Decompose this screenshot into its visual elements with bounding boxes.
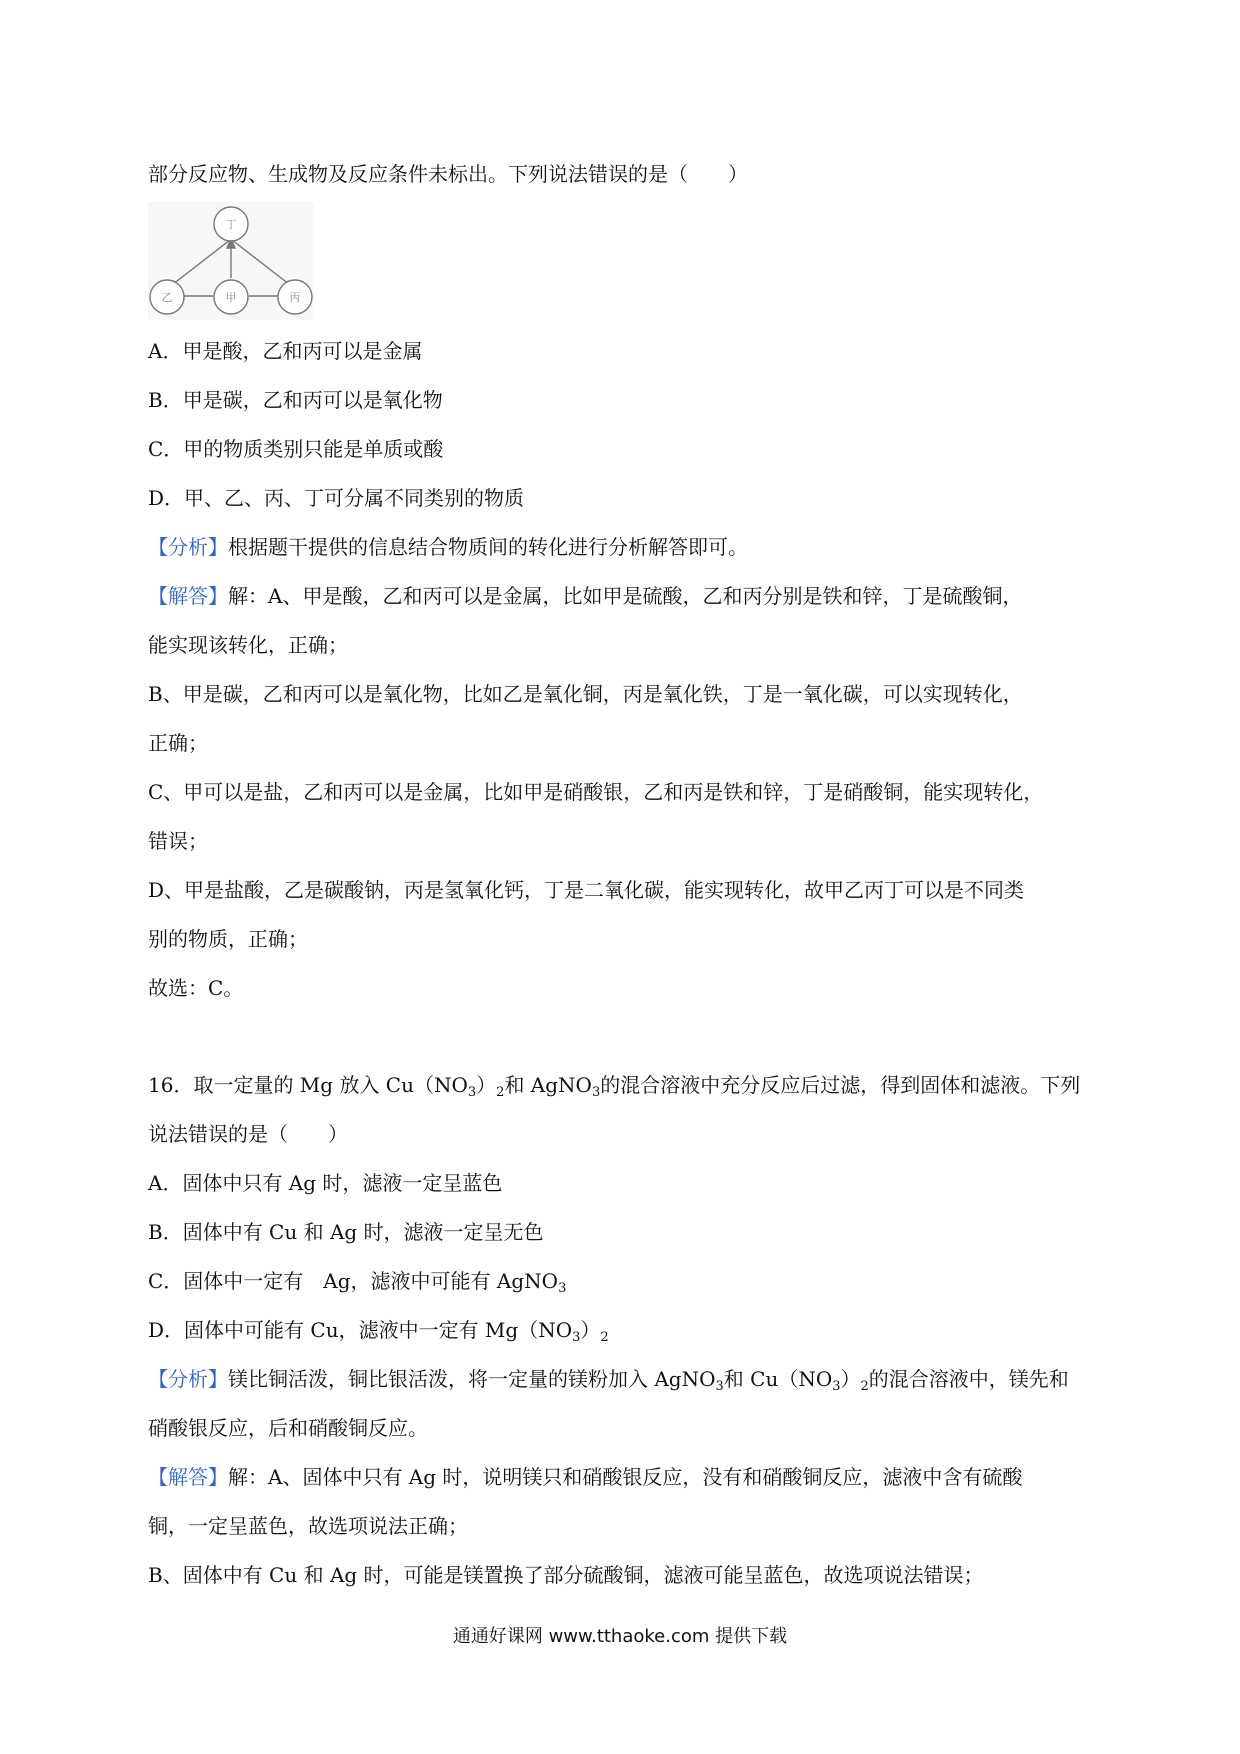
q15-answer-line-2: 能实现该转化，正确； [148,633,348,657]
q16-stem-line-2: 说法错误的是（ ） [148,1122,348,1146]
q15-answer-line-1 [148,582,1098,610]
edge-top-left [168,240,230,288]
answer-tag: 【解答】 [148,584,228,608]
q15-answer-line-9: 故选：C。 [148,976,244,1000]
page-footer: 通通好课网 www.tthaoke.com 提供下载 [452,1626,788,1647]
q15-answer-line-5: C、甲可以是盐，乙和丙可以是金属，比如甲是硝酸银，乙和丙是铁和锌，丁是硝酸铜，能实现转化， [148,780,1044,804]
q15-analysis [148,533,1098,561]
q15-option-c: C．甲的物质类别只能是单质或酸 [148,437,444,461]
q15-stem: 部分反应物、生成物及反应条件未标出。下列说法错误的是（ ） [148,162,748,186]
node-left-label: 乙 [161,291,173,304]
q15-answer-line-6: 错误； [148,829,208,853]
q16-option-d: D．固体中可能有 Cu，滤液中一定有 $Mg(NO_3)_2$ [148,1318,609,1345]
analysis-tag: 【分析】 [148,1367,228,1391]
q15-option-b: B．甲是碳，乙和丙可以是氧化物 [148,388,443,412]
q16-answer-line-2: 铜，一定呈蓝色，故选项说法正确； [148,1514,468,1538]
node-top-label: 丁 [225,218,237,231]
q16-option-c: C．固体中一定有 Ag，滤液中可能有 AgNO$_3$ [148,1269,567,1296]
q15-diagram [148,202,314,320]
q15-answer-line-4: 正确； [148,731,208,755]
q16-analysis: 【分析】镁比铜活泼，铜比银活泼，将一定量的镁粉加入 AgNO$_3$和 $Cu(NO_3)_2$的混合溶液中，镁先和 [148,1367,1069,1394]
analysis-text: 根据题干提供的信息结合物质间的转化进行分析解答即可。 [228,535,748,559]
analysis-tag: 【分析】 [148,535,228,559]
q16-option-a: A．固体中只有 Ag 时，滤液一定呈蓝色 [148,1171,503,1195]
q16-answer-line-1: 【解答】解：A、固体中只有 Ag 时，说明镁只和硝酸银反应，没有和硝酸铜反应，滤液中含有硫酸 [148,1465,1023,1489]
q16-option-b: B．固体中有 Cu 和 Ag 时，滤液一定呈无色 [148,1220,544,1244]
node-right-label: 丙 [289,291,301,304]
q15-option-a: A．甲是酸，乙和丙可以是金属 [148,339,423,363]
q15-answer-line-8: 别的物质，正确； [148,927,308,951]
q15-answer-line-7: D、甲是盐酸，乙是碳酸钠，丙是氢氧化钙，丁是二氧化碳，能实现转化，故甲乙丙丁可以是不同类 [148,878,1025,902]
node-center-label: 甲 [225,291,237,304]
q15-answer-line-3: B、甲是碳，乙和丙可以是氧化物，比如乙是氧化铜，丙是氧化铁，丁是一氧化碳，可以实现转化， [148,682,1023,706]
q16-analysis-line-2: 硝酸银反应，后和硝酸铜反应。 [148,1416,428,1440]
q15-option-d: D．甲、乙、丙、丁可分属不同类别的物质 [148,486,525,510]
answer-text: 解：A、甲是酸，乙和丙可以是金属，比如甲是硫酸，乙和丙分别是铁和锌，丁是硫酸铜， [228,584,1023,608]
edge-top-right [232,240,294,288]
q16-stem: 16．取一定量的 Mg 放入 $Cu(NO_3)_2$和 AgNO$_3$的混合溶液中充分反应后过滤，得到固体和滤液。下列 [148,1073,1081,1100]
q16-answer-line-3: B、固体中有 Cu 和 Ag 时，可能是镁置换了部分硫酸铜，滤液可能呈蓝色，故选项说法错误； [148,1563,984,1587]
answer-tag: 【解答】 [148,1465,228,1489]
